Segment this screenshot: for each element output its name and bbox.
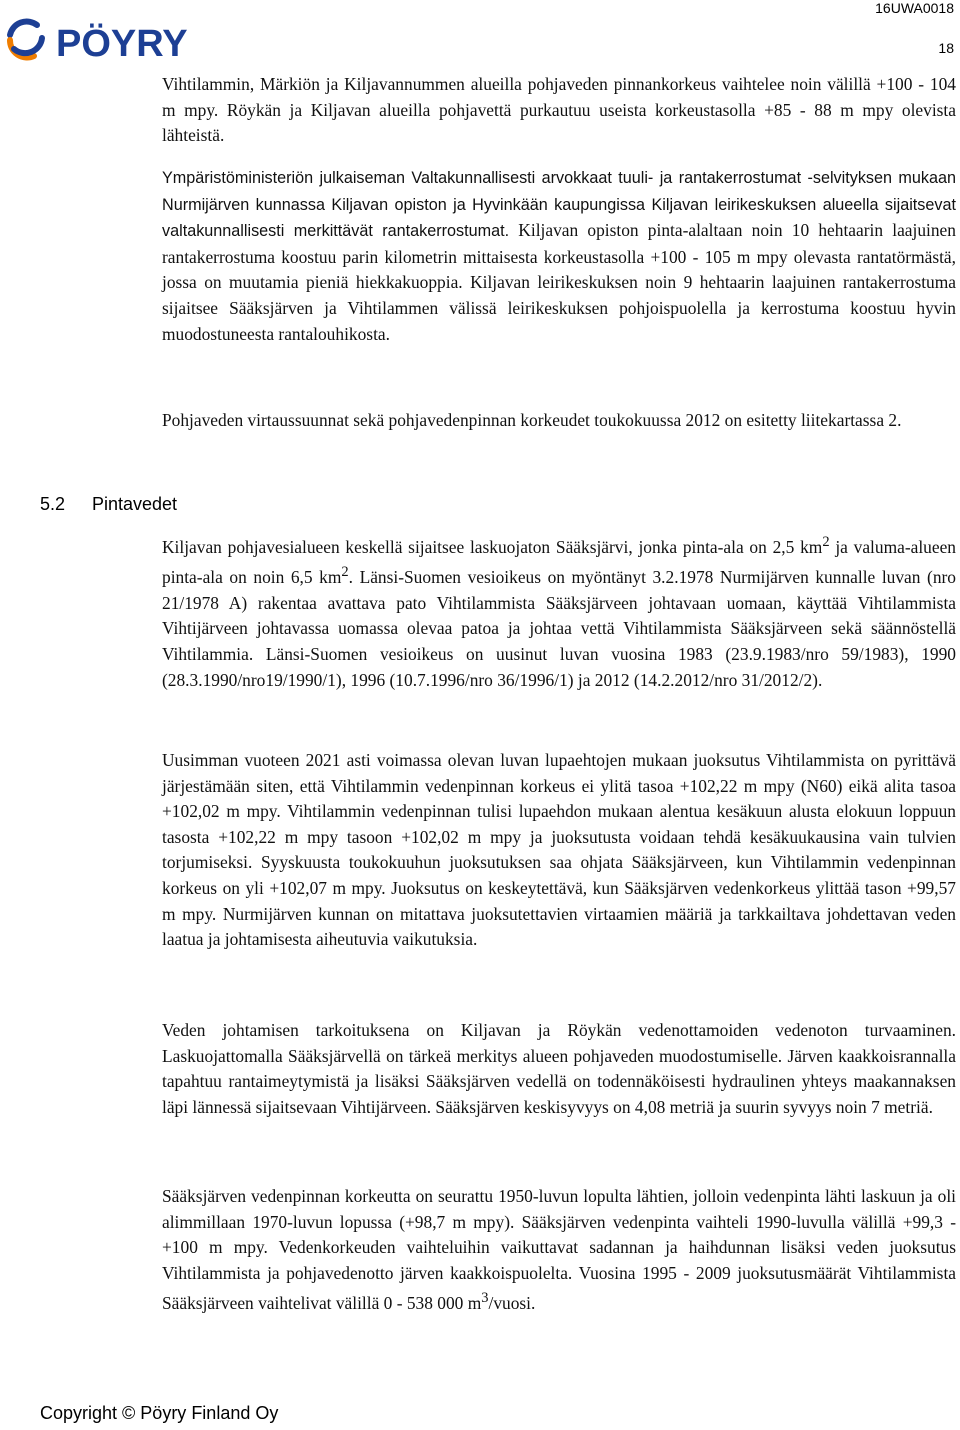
section-number: 5.2	[40, 494, 66, 514]
paragraph-text-serif: Kiljavan opiston pinta-alaltaan noin 10 hehtaarin laajuinen rantakerrostuma koostuu parin kilometrin mittaisesta korkeustasolla +100 - 105 m mpy olevasta rantatörmästä, jossa on muutamia pieniä hiekkakuoppia. Kiljavan leirikeskuksen noin 9 hehtaarin laajuinen rantakerrostuma sijaitsee Sääksjärven ja Vihtilammen välissä leirikeskuksen pohjoispuolella ja kerrostuma koostuu hyvin muodostuneesta rantalouhikosta.	[162, 220, 956, 344]
paragraph-text: Veden johtamisen tarkoituksena on Kiljavan ja Röykän vedenottamoiden vedenoton turvaaminen. Laskuojattomalla Sääksjärvellä on tärkeä merkitys alueen pohjaveden muodostumiselle. Järven kaakkoisrannalla tapahtuu rantaimeytymistä ja lisäksi Sääksjärven vedellä on todennäköisesti hydraulinen yhteys maakannaksen läpi lännessä sijaitsevaan Vihtijärveen. Sääksjärven keskisyvyys on 4,08 metriä ja suurin syvyys noin 7 metriä.	[162, 1020, 956, 1117]
paragraph-water-purpose	[162, 1018, 956, 1120]
paragraph-text: Uusimman vuoteen 2021 asti voimassa olevan luvan lupaehtojen mukaan juoksutus Vihtilammista on pyrittävä järjestämään siten, että Vihtilammin vedenpinnan korkeus ei ylitä tasoa +102,22 m mpy (N60) eikä alita tasoa +102,02 m mpy. Vihtilammin vedenpinnan tulisi lupaehdon mukaan alentua kesäkuun alusta elokuun loppuun tasosta +102,22 m mpy tasoon +102,02 m mpy ja juoksutusta voidaan tehdä kesäkuukausina vain tulvien torjumiseksi. Syyskuusta toukokuuhun juoksutuksen saa ohjata Sääksjärveen, kun Vihtilammin vedenpinnan korkeus on yli +102,07 m mpy. Juoksutus on keskeytettävä, kun Sääksjärven vedenkorkeus ylittää tason +99,57 m mpy. Nurmijärven kunnan on mitattava juoksutettavien virtaamien määriä ja tarkkailtava johdettavan veden laatua ja johtamisesta aiheutuvia vaikutuksia.	[162, 750, 956, 950]
paragraph-text: . Länsi-Suomen vesioikeus on myöntänyt 3.2.1978 Nurmijärven kunnalle luvan (nro 21/1978 A) rakentaa avattava pato Vihtilammista Sääksjärveen johtavaan uomaan, käyttää Vihtilammista Vihtijärveen johtavassa uomassa olevaa patoa ja johtaa vettä Vihtilammista Sääksjärveen sekä säännöstellä Vihtilammia. Länsi-Suomen vesioikeus on uusinut luvan vuosina 1983 (23.9.1983/nro 59/1983), 1990 (28.3.1990/nro19/1990/1), 1996 (10.7.1996/nro 36/1996/1) ja 2012 (14.2.2012/nro 31/2012/2).	[162, 567, 956, 690]
paragraph-text: /vuosi.	[488, 1293, 536, 1314]
paragraph-text: Vihtilammin, Märkiön ja Kiljavannummen alueilla pohjaveden pinnankorkeus vaihtelee noin välillä +100 - 104 m mpy. Röykän ja Kiljavan alueilla pohjavettä purkautuu useista korkeustasolla +85 - 88 m mpy olevista lähteistä.	[162, 74, 956, 146]
poyry-logo-mark-icon	[10, 21, 42, 57]
document-id: 16UWA0018	[875, 0, 954, 16]
paragraph-text: ja valuma-alueen pinta-ala on noin 6,5 km	[162, 536, 956, 588]
footer-copyright: Copyright © Pöyry Finland Oy	[40, 1403, 279, 1423]
paragraph-water-level-history	[162, 1184, 956, 1317]
section-title: Pintavedet	[92, 494, 178, 514]
page-number: 18	[938, 40, 954, 56]
paragraph-text: Kiljavan pohjavesialueen keskellä sijaitsee laskuojaton Sääksjärvi, jonka pinta-ala on 2,5 km	[162, 536, 823, 557]
paragraph-shore-deposits	[162, 165, 956, 347]
paragraph-groundwater-levels	[162, 72, 956, 149]
superscript: 3	[481, 1290, 489, 1307]
poyry-logo-text: PÖYRY	[56, 23, 188, 64]
paragraph-permit-conditions	[162, 748, 956, 953]
section-heading	[40, 494, 177, 515]
poyry-logo	[4, 16, 249, 64]
paragraph-text: Sääksjärven vedenpinnan korkeutta on seurattu 1950-luvun lopulta lähtien, jolloin vedenpinta lähti laskuun ja oli alimmillaan 1970-luvun lopussa (+98,7 m mpy). Sääksjärven vedenpinta vaihteli 1990-luvulla välillä +99,3 - +100 m mpy. Vedenkorkeuden vaihteluihin vaikuttavat sadannan ja haihdunnan lisäksi veden juoksutus Vihtilammista ja pohjavedenotto järven kaakkoispuolelta. Vuosina 1995 - 2009 juoksutusmäärät Vihtilammista Sääksjärveen vaihtelivat välillä 0 - 538 000 m	[162, 1186, 956, 1314]
superscript: 2	[822, 534, 830, 550]
superscript: 2	[341, 564, 349, 581]
paragraph-flow-directions	[162, 408, 956, 434]
paragraph-saaksjarvi-permit	[162, 530, 956, 693]
paragraph-text: Pohjaveden virtaussuunnat sekä pohjavedenpinnan korkeudet toukokuussa 2012 on esitetty liitekartassa 2.	[162, 410, 902, 430]
paragraph-text-sans: Ympäristöministeriön julkaiseman Valtakunnallisesti arvokkaat tuuli- ja rantakerrostumat -selvityksen mukaan Nurmijärven kunnassa Kiljavan opiston ja Hyvinkään kaupungissa Kiljavan leirikeskuksen alueella sijaitsevat valtakunnallisesti merkittävät rantakerrostumat.	[162, 169, 956, 241]
